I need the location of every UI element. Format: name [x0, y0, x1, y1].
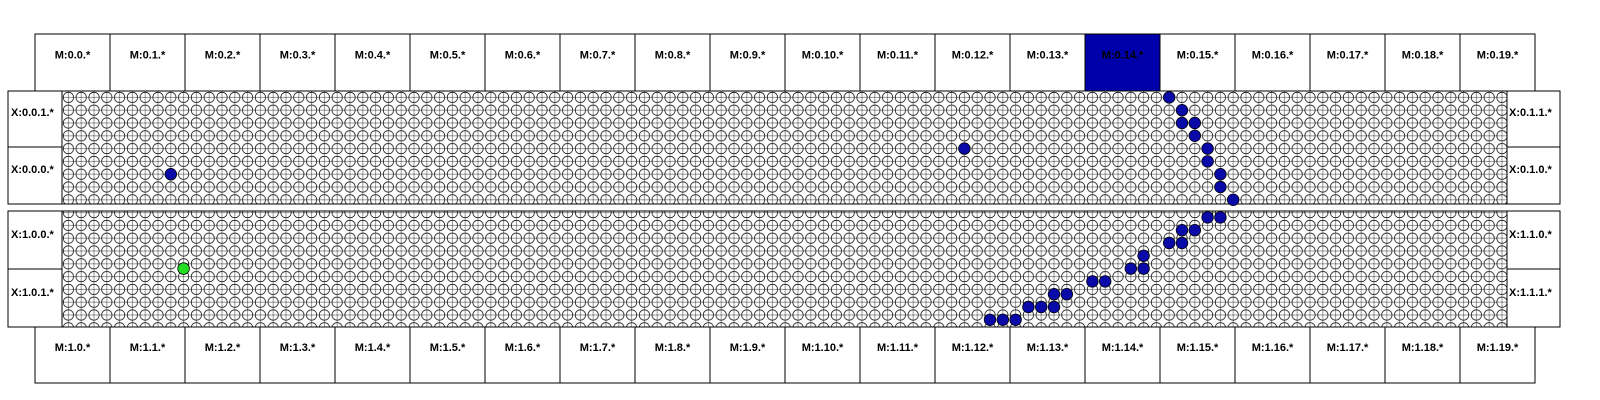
bottom-module-label-3: M:1.3.* [279, 342, 316, 354]
top-module-cell-3[interactable] [260, 34, 335, 91]
lower-marker-blue-19 [984, 314, 996, 326]
upper-marker-blue-8 [1202, 156, 1214, 168]
upper-marker-blue-9 [1215, 168, 1227, 180]
bottom-module-cell-3[interactable] [260, 327, 335, 383]
bottom-module-label-4: M:1.4.* [354, 342, 391, 354]
lower-marker-blue-2 [1215, 212, 1227, 224]
bottom-module-cell-18[interactable] [1385, 327, 1460, 383]
top-module-cell-17[interactable] [1310, 34, 1385, 91]
bottom-module-label-9: M:1.9.* [729, 342, 766, 354]
top-module-label-1: M:0.1.* [129, 49, 166, 62]
lower-marker-blue-8 [1125, 263, 1137, 275]
top-module-cell-5[interactable] [410, 34, 485, 91]
bottom-module-cell-12[interactable] [935, 327, 1010, 383]
upper-marker-blue-5 [1189, 117, 1201, 129]
top-module-row [35, 34, 1535, 91]
top-module-label-15: M:0.15.* [1176, 49, 1219, 62]
top-module-label-3: M:0.3.* [279, 49, 316, 62]
upper-marker-blue-11 [1227, 194, 1239, 206]
bottom-module-cell-6[interactable] [485, 327, 560, 383]
top-module-cell-10[interactable] [785, 34, 860, 91]
top-module-cell-19[interactable] [1460, 34, 1535, 91]
bottom-module-label-1: M:1.1.* [129, 342, 166, 354]
bottom-module-cell-2[interactable] [185, 327, 260, 383]
left-label-x-0-0-0: X:0.0.0.* [11, 164, 54, 176]
top-module-label-17: M:0.17.* [1326, 49, 1369, 62]
bottom-module-cell-16[interactable] [1235, 327, 1310, 383]
lower-marker-blue-15 [1048, 301, 1060, 313]
top-module-cell-1[interactable] [110, 34, 185, 91]
top-module-cell-13[interactable] [1010, 34, 1085, 91]
upper-marker-blue-3 [1176, 104, 1188, 116]
top-module-cell-9[interactable] [710, 34, 785, 91]
top-module-label-8: M:0.8.* [654, 49, 691, 62]
top-module-cell-4[interactable] [335, 34, 410, 91]
lower-marker-blue-1 [1202, 212, 1214, 224]
right-label-x-0-1-1: X:0.1.1.* [1509, 107, 1552, 119]
bottom-module-label-8: M:1.8.* [654, 342, 691, 354]
bottom-module-cell-14[interactable] [1085, 327, 1160, 383]
top-module-label-9: M:0.9.* [729, 49, 766, 62]
top-module-label-6: M:0.6.* [504, 49, 541, 62]
lower-marker-blue-17 [1010, 314, 1022, 326]
bottom-module-label-16: M:1.16.* [1251, 342, 1294, 354]
bottom-module-label-19: M:1.19.* [1476, 342, 1519, 354]
upper-marker-blue-1 [959, 143, 971, 155]
left-label-x-1-0-1: X:1.0.1.* [11, 287, 54, 299]
lower-marker-blue-3 [1176, 224, 1188, 236]
top-module-label-12: M:0.12.* [951, 49, 994, 62]
top-module-cell-15[interactable] [1160, 34, 1235, 91]
top-module-label-0: M:0.0.* [54, 49, 91, 62]
bottom-module-label-6: M:1.6.* [504, 342, 541, 354]
top-module-label-16: M:0.16.* [1251, 49, 1294, 62]
top-module-cell-12[interactable] [935, 34, 1010, 91]
bottom-module-label-14: M:1.14.* [1101, 342, 1144, 354]
bottom-module-cell-1[interactable] [110, 327, 185, 383]
bottom-module-cell-9[interactable] [710, 327, 785, 383]
bottom-module-row [35, 327, 1535, 383]
lower-marker-blue-5 [1163, 237, 1175, 249]
bottom-module-label-17: M:1.17.* [1326, 342, 1369, 354]
bottom-module-cell-8[interactable] [635, 327, 710, 383]
bottom-module-label-0: M:1.0.* [54, 342, 91, 354]
lower-marker-blue-14 [1035, 301, 1047, 313]
top-module-label-4: M:0.4.* [354, 49, 391, 62]
bottom-module-label-12: M:1.12.* [951, 342, 994, 354]
lower-marker-green-0 [178, 263, 190, 275]
left-label-x-0-0-1: X:0.0.1.* [11, 107, 54, 119]
bottom-module-cell-4[interactable] [335, 327, 410, 383]
upper-marker-blue-6 [1189, 130, 1201, 142]
bottom-module-label-11: M:1.11.* [877, 342, 918, 354]
top-module-label-14: M:0.14.* [1101, 49, 1144, 62]
lower-marker-blue-18 [997, 314, 1009, 326]
upper-marker-blue-2 [1163, 92, 1175, 104]
top-module-label-10: M:0.10.* [801, 49, 844, 62]
upper-marker-blue-10 [1215, 181, 1227, 193]
bottom-module-cell-7[interactable] [560, 327, 635, 383]
lower-marker-blue-6 [1176, 237, 1188, 249]
top-module-cell-8[interactable] [635, 34, 710, 91]
top-module-label-18: M:0.18.* [1401, 49, 1444, 62]
lower-panel [8, 211, 1560, 327]
bottom-module-cell-17[interactable] [1310, 327, 1385, 383]
bottom-module-cell-13[interactable] [1010, 327, 1085, 383]
lower-marker-blue-7 [1138, 250, 1150, 262]
top-module-cell-6[interactable] [485, 34, 560, 91]
upper-dot-grid [62, 91, 1507, 204]
top-module-label-19: M:0.19.* [1476, 49, 1519, 62]
bottom-module-cell-11[interactable] [860, 327, 935, 383]
lower-dot-grid [62, 211, 1507, 327]
left-label-x-1-0-0: X:1.0.0.* [11, 229, 54, 241]
lower-marker-blue-16 [1023, 301, 1035, 313]
bottom-module-cell-5[interactable] [410, 327, 485, 383]
right-label-x-1-1-1: X:1.1.1.* [1509, 287, 1552, 299]
upper-marker-blue-4 [1176, 117, 1188, 129]
bottom-module-label-2: M:1.2.* [204, 342, 241, 354]
bottom-module-label-5: M:1.5.* [429, 342, 466, 354]
bottom-module-cell-15[interactable] [1160, 327, 1235, 383]
top-module-label-7: M:0.7.* [579, 49, 616, 62]
lower-marker-blue-4 [1189, 224, 1201, 236]
lower-marker-blue-11 [1087, 276, 1099, 288]
bottom-module-label-13: M:1.13.* [1026, 342, 1069, 354]
upper-panel [8, 91, 1560, 206]
lower-marker-blue-13 [1048, 288, 1060, 300]
top-module-cell-7[interactable] [560, 34, 635, 91]
top-module-cell-0[interactable] [35, 34, 110, 91]
bottom-module-cell-19[interactable] [1460, 327, 1535, 383]
lower-marker-blue-12 [1061, 288, 1073, 300]
bottom-module-cell-0[interactable] [35, 327, 110, 383]
lower-marker-blue-9 [1138, 263, 1150, 275]
top-module-cell-11[interactable] [860, 34, 935, 91]
bottom-module-label-15: M:1.15.* [1176, 342, 1219, 354]
bottom-module-label-18: M:1.18.* [1401, 342, 1444, 354]
bottom-module-cell-10[interactable] [785, 327, 860, 383]
right-label-x-0-1-0: X:0.1.0.* [1509, 164, 1552, 176]
lower-marker-blue-10 [1099, 276, 1111, 288]
upper-marker-blue-0 [165, 168, 177, 180]
top-module-cell-2[interactable] [185, 34, 260, 91]
top-module-label-11: M:0.11.* [877, 49, 918, 62]
bottom-module-label-7: M:1.7.* [579, 342, 616, 354]
top-module-label-2: M:0.2.* [204, 49, 241, 62]
top-module-cell-16[interactable] [1235, 34, 1310, 91]
upper-marker-blue-7 [1202, 143, 1214, 155]
top-module-label-13: M:0.13.* [1026, 49, 1069, 62]
top-module-cell-14-highlighted[interactable] [1085, 34, 1160, 91]
right-label-x-1-1-0: X:1.1.0.* [1509, 229, 1552, 241]
top-module-cell-18[interactable] [1385, 34, 1460, 91]
bottom-module-label-10: M:1.10.* [801, 342, 844, 354]
top-module-label-5: M:0.5.* [429, 49, 466, 62]
